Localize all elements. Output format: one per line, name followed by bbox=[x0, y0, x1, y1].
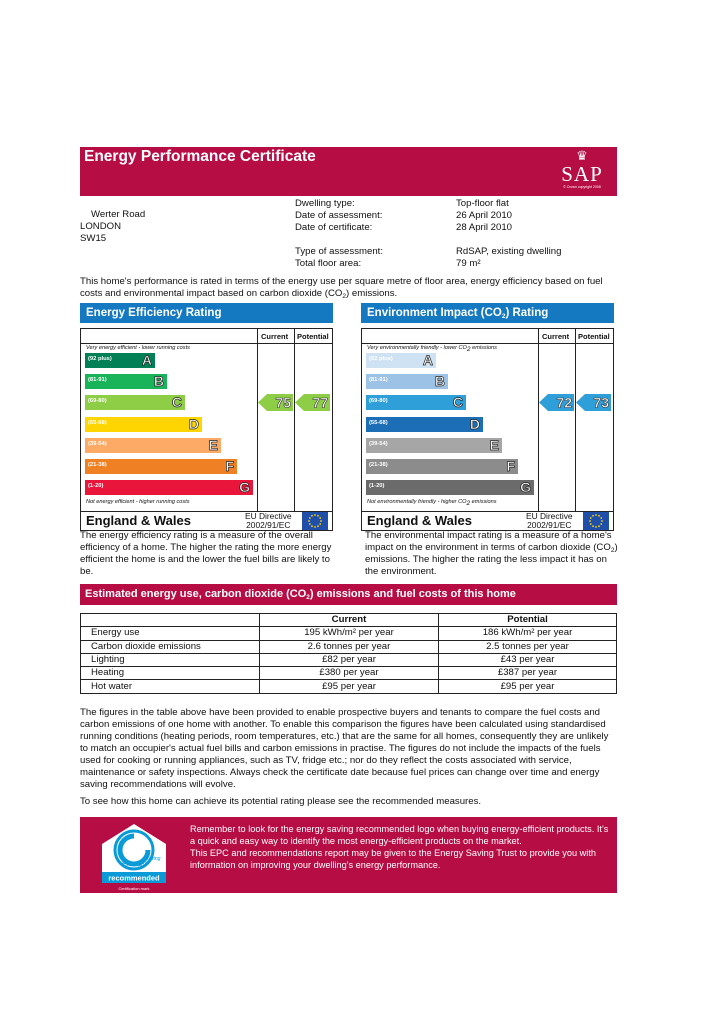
band-range: (92 plus) bbox=[88, 356, 112, 362]
bottom-note: Not energy efficient - higher running costs bbox=[86, 499, 190, 505]
eu-directive: EU Directive 2002/91/EC bbox=[526, 511, 573, 530]
rating-band-e bbox=[366, 438, 502, 453]
band-range: (39-54) bbox=[88, 440, 107, 447]
svg-text:saving: saving bbox=[146, 856, 161, 862]
band-letter: C bbox=[452, 394, 463, 411]
environment-impact-title: Environment Impact $(CO_2)$ Rating bbox=[361, 303, 614, 323]
current-rating-arrow bbox=[539, 394, 575, 411]
recommended-text bbox=[190, 824, 614, 871]
band-letter: G bbox=[239, 479, 250, 496]
band-letter: F bbox=[506, 458, 515, 474]
rating-band-c bbox=[366, 395, 466, 410]
table-row bbox=[81, 667, 617, 680]
band-letter: A bbox=[141, 352, 152, 368]
rating-band-d bbox=[366, 417, 483, 432]
energy-efficiency-chart bbox=[80, 328, 333, 531]
floor-area-label: Total floor area: bbox=[295, 258, 362, 269]
eu-directive: EU Directive 2002/91/EC bbox=[245, 511, 292, 530]
current-column-header: Current bbox=[542, 332, 570, 341]
page-title: Energy Performance Certificate bbox=[84, 148, 316, 165]
address-line-3: SW15 bbox=[80, 233, 107, 244]
band-range: (81-91) bbox=[88, 377, 107, 384]
assessment-date-value: 26 April 2010 bbox=[456, 210, 513, 221]
cost-label-cell: Energy use bbox=[81, 627, 260, 640]
region-label: England & Wales bbox=[367, 513, 472, 528]
band-letter: F bbox=[225, 458, 234, 474]
cost-potential-cell: 2.5 tonnes per year bbox=[439, 640, 617, 653]
crown-icon: ♛ bbox=[576, 148, 588, 163]
potential-rating-value: 77 bbox=[312, 394, 328, 411]
costs-table bbox=[80, 613, 617, 694]
rating-band-c bbox=[85, 395, 185, 410]
eu-flag-icon bbox=[583, 512, 609, 530]
svg-text:Certification mark: Certification mark bbox=[118, 886, 150, 891]
current-rating-value: 72 bbox=[556, 394, 572, 411]
bottom-note: Not environmentally friendly - higher $CO_2$ emissions bbox=[367, 499, 497, 507]
energy-saving-banner bbox=[80, 817, 617, 893]
band-letter: B bbox=[153, 373, 164, 390]
recommended-paragraph-1: Remember to look for the energy saving recommended logo when buying energy-efficient products. It's a quick and easy way to identify the most energy-efficient products on the market. bbox=[190, 824, 609, 846]
table-row bbox=[81, 627, 617, 640]
cost-potential-cell: £43 per year bbox=[439, 653, 617, 666]
region-label: England & Wales bbox=[86, 513, 191, 528]
current-rating-value: 75 bbox=[275, 394, 291, 411]
band-letter: B bbox=[434, 373, 445, 390]
band-letter: E bbox=[489, 436, 499, 453]
assessment-date-label: Date of assessment: bbox=[295, 210, 383, 221]
band-range: (1-20) bbox=[88, 483, 104, 490]
address-line-1: Werter Road bbox=[91, 209, 146, 220]
rating-band-f bbox=[85, 459, 237, 474]
table-row bbox=[81, 640, 617, 653]
cost-label-cell: Hot water bbox=[81, 680, 260, 693]
cost-potential-cell: £95 per year bbox=[439, 680, 617, 693]
cost-label-cell: Carbon dioxide emissions bbox=[81, 640, 260, 653]
svg-text:recommended: recommended bbox=[108, 873, 160, 883]
sap-logo-text: SAP bbox=[561, 162, 603, 186]
rating-band-f bbox=[366, 459, 518, 474]
potential-column-header: Potential bbox=[578, 332, 610, 341]
environment-impact-panel bbox=[361, 303, 614, 529]
sap-logo bbox=[553, 149, 611, 193]
current-column-header: Current bbox=[261, 332, 289, 341]
energy-saving-recommended-logo bbox=[94, 822, 174, 892]
band-range: (21-38) bbox=[369, 462, 388, 468]
intro-text: This home's performance is rated in terms of the energy use per square metre of floor area, energy efficiency based on fuel costs and environmental impact based on carbon dioxide $(CO_2)$ emissions. bbox=[80, 276, 603, 300]
band-letter: C bbox=[171, 394, 182, 411]
potential-column-header: Potential bbox=[439, 614, 617, 627]
energy-efficiency-panel bbox=[80, 303, 333, 529]
rating-band-g bbox=[366, 480, 534, 495]
sap-logo-copyright: © Crown copyright 2008 bbox=[563, 185, 601, 189]
table-header-row bbox=[81, 614, 617, 627]
band-range: (55-68) bbox=[369, 419, 388, 426]
band-letter: D bbox=[188, 415, 199, 432]
current-column-header: Current bbox=[260, 614, 439, 627]
top-note: Very environmentally friendly - lower $CO_2$ emissions bbox=[367, 345, 497, 353]
potential-rating-arrow bbox=[295, 394, 331, 411]
floor-area-value: 79 m² bbox=[456, 258, 481, 269]
cost-label-cell: Heating bbox=[81, 667, 260, 680]
band-range: (39-54) bbox=[369, 440, 388, 447]
rating-band-g bbox=[85, 480, 253, 495]
cost-potential-cell: 186 kWh/m² per year bbox=[439, 627, 617, 640]
rating-band-b bbox=[366, 374, 448, 389]
assessment-type-value: RdSAP, existing dwelling bbox=[456, 246, 562, 257]
rating-band-e bbox=[85, 438, 221, 453]
band-range: (69-80) bbox=[88, 398, 107, 405]
recommended-paragraph-2: This EPC and recommendations report may be given to the Energy Saving Trust to provide you with information on improving your dwelling's energy performance. bbox=[190, 848, 596, 870]
dwelling-type-value: Top-floor flat bbox=[456, 198, 509, 209]
cost-current-cell: £82 per year bbox=[260, 653, 439, 666]
band-letter: D bbox=[469, 415, 480, 432]
certificate-date-value: 28 April 2010 bbox=[456, 222, 513, 233]
potential-rating-value: 73 bbox=[593, 394, 609, 411]
cost-current-cell: £95 per year bbox=[260, 680, 439, 693]
band-range: (1-20) bbox=[369, 483, 385, 490]
dwelling-type-label: Dwelling type: bbox=[295, 198, 355, 209]
eu-flag-icon bbox=[302, 512, 328, 530]
band-letter: A bbox=[422, 352, 433, 368]
certificate-date-label: Date of certificate: bbox=[295, 222, 373, 233]
band-range: (21-38) bbox=[88, 462, 107, 468]
band-range: (81-91) bbox=[369, 377, 388, 384]
rating-band-b bbox=[85, 374, 167, 389]
costs-section-title: Estimated energy use, carbon dioxide $(CO_2)$ emissions and fuel costs of this home bbox=[80, 584, 617, 605]
band-range: (69-80) bbox=[369, 398, 388, 405]
potential-column-header: Potential bbox=[297, 332, 329, 341]
certificate-header bbox=[80, 147, 617, 196]
environment-caption: The environmental impact rating is a measure of a home's impact on the environment in terms of carbon dioxide $(CO_2)$ emissions. The higher the rating the less impact it has on the environment. bbox=[365, 530, 618, 577]
cost-current-cell: 195 kWh/m² per year bbox=[260, 627, 439, 640]
environment-impact-chart bbox=[361, 328, 614, 531]
table-row bbox=[81, 653, 617, 666]
cost-label-cell: Lighting bbox=[81, 653, 260, 666]
current-rating-arrow bbox=[258, 394, 294, 411]
svg-text:energy: energy bbox=[122, 859, 147, 868]
table-row bbox=[81, 680, 617, 693]
rating-band-d bbox=[85, 417, 202, 432]
top-note: Very energy efficient - lower running costs bbox=[86, 345, 190, 351]
band-letter: E bbox=[208, 436, 218, 453]
cost-current-cell: £380 per year bbox=[260, 667, 439, 680]
cost-potential-cell: £387 per year bbox=[439, 667, 617, 680]
rating-band-a bbox=[366, 353, 436, 368]
rating-band-a bbox=[85, 353, 155, 368]
efficiency-caption: The energy efficiency rating is a measure of the overall efficiency of a home. The higher the rating the more energy efficient the home is and the lower the fuel bills are likely to be. bbox=[80, 530, 332, 577]
band-letter: G bbox=[520, 479, 531, 496]
figures-explanation: The figures in the table above have been provided to enable prospective buyers and tenants to compare the fuel costs and carbon emissions of one home with another. To enable this comparison the figures have been calculated using standardised running conditions (heating periods, room temperatures, etc.) that are the same for all homes, consequently they are unlikely to match an occupier's actual fuel bills and carbon emissions in practise. The figures do not include the impacts of the fuels used for cooking or running appliances, such as TV, fridge etc.; nor do they reflect the costs associated with service, maintenance or safety inspections. Always check the certificate date because fuel prices can change over time and energy saving recommendations will evolve. bbox=[80, 707, 609, 790]
potential-rating-arrow bbox=[576, 394, 612, 411]
cost-current-cell: 2.6 tonnes per year bbox=[260, 640, 439, 653]
band-range: (92 plus) bbox=[369, 356, 393, 362]
band-range: (55-68) bbox=[88, 419, 107, 426]
see-recommendations-text: To see how this home can achieve its potential rating please see the recommended measures. bbox=[80, 796, 482, 807]
assessment-type-label: Type of assessment: bbox=[295, 246, 383, 257]
address-line-2: LONDON bbox=[80, 221, 122, 232]
energy-efficiency-title: Energy Efficiency Rating bbox=[80, 303, 333, 323]
